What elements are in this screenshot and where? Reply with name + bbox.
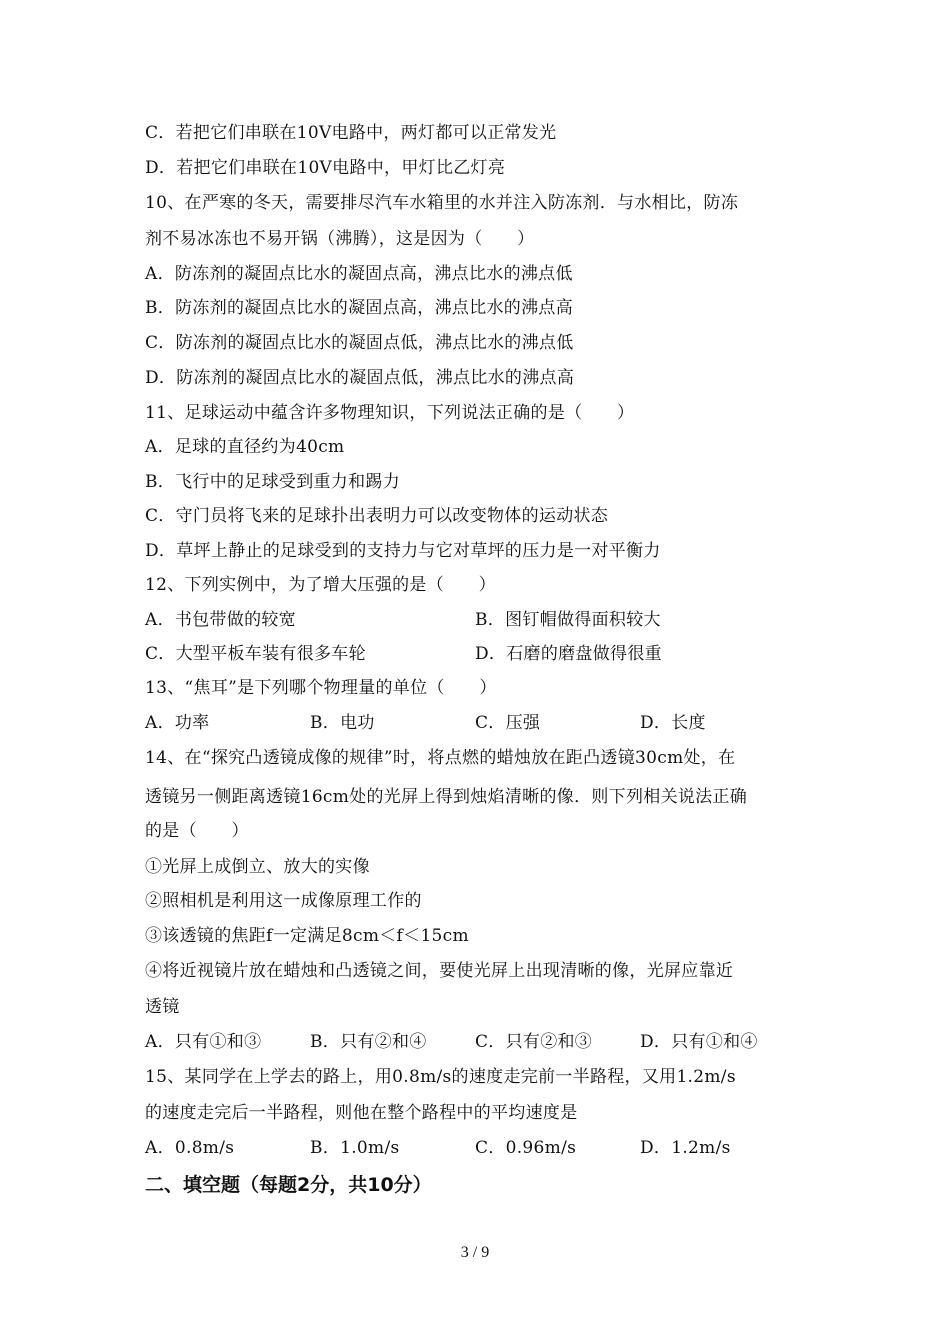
- text-line: 12、下列实例中，为了增大压强的是（ ）: [145, 575, 496, 595]
- text-line: D．草坪上静止的足球受到的支持力与它对草坪的压力是一对平衡力: [145, 541, 661, 561]
- text-line: A．防冻剂的凝固点比水的凝固点高，沸点比水的沸点低: [145, 264, 573, 284]
- text-line: 的速度走完后一半路程，则他在整个路程中的平均速度是: [145, 1103, 578, 1123]
- text-line: 13、“焦耳”是下列哪个物理量的单位（ ）: [145, 678, 497, 698]
- answer-option: A．书包带做的较宽: [145, 610, 296, 630]
- text-line: D．若把它们串联在10V电路中，甲灯比乙灯亮: [145, 158, 506, 178]
- answer-option: B．1.0m/s: [310, 1138, 400, 1158]
- text-line: C．若把它们串联在10V电路中，两灯都可以正常发光: [145, 123, 557, 143]
- text-line: ④将近视镜片放在蜡烛和凸透镜之间，要使光屏上出现清晰的像，光屏应靠近: [145, 961, 734, 981]
- text-line: 的是（ ）: [145, 821, 249, 841]
- text-line: 15、某同学在上学去的路上，用0.8m/s的速度走完前一半路程，又用1.2m/s: [145, 1067, 736, 1087]
- answer-option: D．1.2m/s: [640, 1138, 731, 1158]
- answer-option: A．只有①和③: [145, 1032, 262, 1052]
- text-line: B．飞行中的足球受到重力和踢力: [145, 472, 400, 492]
- text-line: 透镜: [145, 997, 180, 1017]
- text-line: 11、足球运动中蕴含许多物理知识，下列说法正确的是（ ）: [145, 403, 635, 423]
- answer-option: B．图钉帽做得面积较大: [475, 610, 661, 630]
- text-line: ①光屏上成倒立、放大的实像: [145, 857, 370, 877]
- text-line: D．防冻剂的凝固点比水的凝固点低，沸点比水的沸点高: [145, 368, 575, 388]
- text-line: B．防冻剂的凝固点比水的凝固点高，沸点比水的沸点高: [145, 298, 573, 318]
- text-line: 10、在严寒的冬天，需要排尽汽车水箱里的水并注入防冻剂．与水相比，防冻: [145, 193, 739, 213]
- answer-option: D．石磨的磨盘做得很重: [475, 644, 662, 664]
- text-line: 透镜另一侧距离透镜16cm处的光屏上得到烛焰清晰的像．则下列相关说法正确: [145, 787, 748, 807]
- answer-option: C．大型平板车装有很多车轮: [145, 644, 366, 664]
- text-line: 14、在“探究凸透镜成像的规律”时，将点燃的蜡烛放在距凸透镜30cm处，在: [145, 748, 736, 768]
- answer-option: B．只有②和④: [310, 1032, 427, 1052]
- answer-option: C．压强: [475, 713, 541, 733]
- text-line: C．守门员将飞来的足球扑出表明力可以改变物体的运动状态: [145, 506, 609, 526]
- text-line: 剂不易冰冻也不易开锅（沸腾），这是因为（ ）: [145, 229, 535, 249]
- answer-option: C．0.96m/s: [475, 1138, 577, 1158]
- answer-option: A．功率: [145, 713, 210, 733]
- answer-option: D．只有①和④: [640, 1032, 758, 1052]
- text-line: ②照相机是利用这一成像原理工作的: [145, 891, 422, 911]
- text-line: A．足球的直径约为40cm: [145, 437, 345, 457]
- page-number: 3 / 9: [460, 1244, 490, 1261]
- answer-option: D．长度: [640, 713, 706, 733]
- section-heading: 二、填空题（每题2分，共10分）: [145, 1174, 432, 1196]
- text-line: ③该透镜的焦距f一定满足8cm＜f＜15cm: [145, 926, 469, 946]
- answer-option: A．0.8m/s: [145, 1138, 235, 1158]
- answer-option: B．电功: [310, 713, 375, 733]
- answer-option: C．只有②和③: [475, 1032, 593, 1052]
- text-line: C．防冻剂的凝固点比水的凝固点低，沸点比水的沸点低: [145, 333, 574, 353]
